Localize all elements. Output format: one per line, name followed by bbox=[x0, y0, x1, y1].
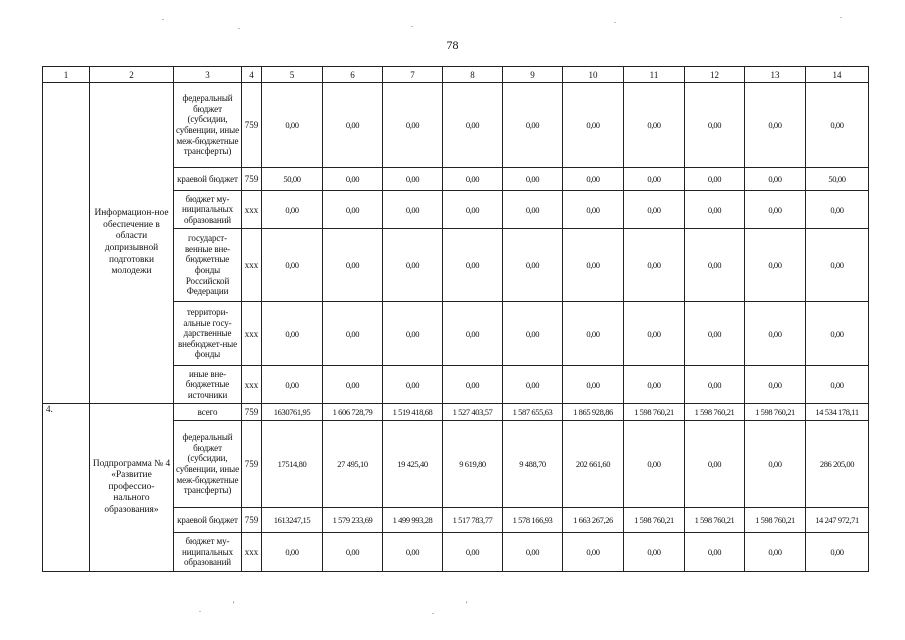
value-cell: 0,00 bbox=[685, 83, 745, 168]
value-cell: 0,00 bbox=[262, 229, 323, 302]
budget-table bbox=[42, 66, 869, 572]
funding-source: краевой бюджет bbox=[174, 508, 242, 533]
value-cell: 0,00 bbox=[745, 533, 806, 572]
value-cell: 0,00 bbox=[806, 533, 869, 572]
budget-code: ххх bbox=[242, 191, 262, 229]
scan-speck: . bbox=[432, 607, 434, 616]
value-cell: 1 578 166,93 bbox=[503, 508, 563, 533]
funding-source: федеральный бюджет (субсидии, субвенции, иные меж-бюджетные трансферты) bbox=[174, 83, 242, 168]
value-cell: 19 425,40 bbox=[383, 421, 443, 508]
program-name: Подпрограмма № 4 «Развитие профессио-нального образования» bbox=[90, 404, 174, 572]
funding-source: федеральный бюджет (субсидии, субвенции, иные меж-бюджетные трансферты) bbox=[174, 421, 242, 508]
value-cell: 0,00 bbox=[745, 229, 806, 302]
budget-code: 759 bbox=[242, 404, 262, 421]
funding-source: государст-венные вне-бюджетные фонды Российской Федерации bbox=[174, 229, 242, 302]
value-cell: 9 619,80 bbox=[443, 421, 503, 508]
value-cell: 14 247 972,71 bbox=[806, 508, 869, 533]
value-cell: 0,00 bbox=[806, 302, 869, 366]
value-cell: 1 587 655,63 bbox=[503, 404, 563, 421]
value-cell: 0,00 bbox=[383, 302, 443, 366]
value-cell: 0,00 bbox=[624, 421, 685, 508]
value-cell: 1 579 233,69 bbox=[323, 508, 383, 533]
value-cell: 1 606 728,79 bbox=[323, 404, 383, 421]
value-cell: 0,00 bbox=[685, 421, 745, 508]
scan-speck: . bbox=[411, 20, 413, 29]
value-cell: 0,00 bbox=[323, 302, 383, 366]
value-cell: 1 598 760,21 bbox=[745, 404, 806, 421]
value-cell: 0,00 bbox=[503, 366, 563, 404]
table-row bbox=[43, 83, 869, 168]
value-cell: 0,00 bbox=[443, 191, 503, 229]
funding-source: краевой бюджет bbox=[174, 168, 242, 191]
value-cell: 0,00 bbox=[806, 366, 869, 404]
value-cell: 0,00 bbox=[323, 229, 383, 302]
value-cell: 0,00 bbox=[443, 229, 503, 302]
value-cell: 0,00 bbox=[262, 83, 323, 168]
value-cell: 0,00 bbox=[323, 533, 383, 572]
header-row bbox=[43, 67, 869, 83]
column-header: 2 bbox=[90, 67, 174, 83]
value-cell: 0,00 bbox=[383, 229, 443, 302]
budget-code: 759 bbox=[242, 508, 262, 533]
value-cell: 0,00 bbox=[262, 302, 323, 366]
page-number: 78 bbox=[446, 38, 459, 52]
value-cell: 0,00 bbox=[685, 366, 745, 404]
value-cell: 0,00 bbox=[624, 168, 685, 191]
value-cell: 0,00 bbox=[806, 83, 869, 168]
value-cell: 0,00 bbox=[624, 191, 685, 229]
funding-source: всего bbox=[174, 404, 242, 421]
value-cell: 0,00 bbox=[323, 168, 383, 191]
value-cell: 0,00 bbox=[745, 168, 806, 191]
value-cell: 0,00 bbox=[563, 229, 624, 302]
value-cell: 286 205,00 bbox=[806, 421, 869, 508]
value-cell: 0,00 bbox=[563, 533, 624, 572]
scan-speck: . bbox=[840, 11, 842, 20]
value-cell: 0,00 bbox=[745, 421, 806, 508]
column-header: 12 bbox=[685, 67, 745, 83]
value-cell: 0,00 bbox=[745, 83, 806, 168]
budget-code: ххх bbox=[242, 366, 262, 404]
table-row bbox=[43, 404, 869, 421]
column-header: 5 bbox=[262, 67, 323, 83]
funding-source: бюджет му-ниципальных образований bbox=[174, 191, 242, 229]
budget-code: 759 bbox=[242, 421, 262, 508]
value-cell: 0,00 bbox=[383, 168, 443, 191]
value-cell: 1 598 760,21 bbox=[685, 508, 745, 533]
row-number: 4. bbox=[43, 404, 90, 572]
column-header: 8 bbox=[443, 67, 503, 83]
funding-source: территори-альные госу-дарственные внебюджет-ные фонды bbox=[174, 302, 242, 366]
scan-speck: . bbox=[162, 13, 164, 22]
value-cell: 0,00 bbox=[503, 533, 563, 572]
value-cell: 0,00 bbox=[262, 533, 323, 572]
value-cell: 1 517 783,77 bbox=[443, 508, 503, 533]
value-cell: 0,00 bbox=[262, 191, 323, 229]
scan-speck: . bbox=[199, 605, 201, 614]
funding-source: иные вне-бюджетные источники bbox=[174, 366, 242, 404]
value-cell: 0,00 bbox=[624, 83, 685, 168]
value-cell: 1630761,95 bbox=[262, 404, 323, 421]
value-cell: 0,00 bbox=[443, 83, 503, 168]
value-cell: 17514,80 bbox=[262, 421, 323, 508]
column-header: 1 bbox=[43, 67, 90, 83]
value-cell: 0,00 bbox=[685, 533, 745, 572]
value-cell: 0,00 bbox=[503, 191, 563, 229]
value-cell: 0,00 bbox=[624, 533, 685, 572]
value-cell: 1 499 993,28 bbox=[383, 508, 443, 533]
value-cell: 0,00 bbox=[383, 366, 443, 404]
value-cell: 0,00 bbox=[806, 229, 869, 302]
value-cell: 0,00 bbox=[624, 302, 685, 366]
value-cell: 0,00 bbox=[563, 83, 624, 168]
value-cell: 50,00 bbox=[262, 168, 323, 191]
scan-speck: . bbox=[238, 22, 240, 31]
value-cell: 0,00 bbox=[503, 168, 563, 191]
value-cell: 0,00 bbox=[383, 533, 443, 572]
column-header: 10 bbox=[563, 67, 624, 83]
value-cell: 50,00 bbox=[806, 168, 869, 191]
value-cell: 0,00 bbox=[563, 366, 624, 404]
column-header: 13 bbox=[745, 67, 806, 83]
value-cell: 0,00 bbox=[563, 168, 624, 191]
value-cell: 0,00 bbox=[745, 191, 806, 229]
value-cell: 1 598 760,21 bbox=[745, 508, 806, 533]
column-header: 9 bbox=[503, 67, 563, 83]
value-cell: 0,00 bbox=[443, 302, 503, 366]
column-header: 11 bbox=[624, 67, 685, 83]
budget-code: ххх bbox=[242, 533, 262, 572]
column-header: 7 bbox=[383, 67, 443, 83]
value-cell: 0,00 bbox=[262, 366, 323, 404]
value-cell: 0,00 bbox=[323, 366, 383, 404]
column-header: 4 bbox=[242, 67, 262, 83]
value-cell: 1 598 760,21 bbox=[624, 404, 685, 421]
value-cell: 0,00 bbox=[563, 302, 624, 366]
value-cell: 0,00 bbox=[685, 191, 745, 229]
value-cell: 27 495,10 bbox=[323, 421, 383, 508]
column-header: 3 bbox=[174, 67, 242, 83]
value-cell: 0,00 bbox=[624, 229, 685, 302]
scan-speck: ' bbox=[233, 600, 235, 609]
value-cell: 0,00 bbox=[383, 191, 443, 229]
value-cell: 0,00 bbox=[383, 83, 443, 168]
budget-code: 759 bbox=[242, 168, 262, 191]
budget-code: ххх bbox=[242, 302, 262, 366]
value-cell: 0,00 bbox=[745, 366, 806, 404]
value-cell: 1 527 403,57 bbox=[443, 404, 503, 421]
value-cell: 0,00 bbox=[323, 83, 383, 168]
value-cell: 1613247,15 bbox=[262, 508, 323, 533]
value-cell: 0,00 bbox=[443, 366, 503, 404]
value-cell: 0,00 bbox=[685, 302, 745, 366]
scan-speck: . bbox=[614, 16, 616, 25]
value-cell: 0,00 bbox=[323, 191, 383, 229]
value-cell: 0,00 bbox=[745, 302, 806, 366]
value-cell: 0,00 bbox=[563, 191, 624, 229]
value-cell: 1 598 760,21 bbox=[685, 404, 745, 421]
column-header: 14 bbox=[806, 67, 869, 83]
value-cell: 0,00 bbox=[624, 366, 685, 404]
value-cell: 0,00 bbox=[503, 302, 563, 366]
value-cell: 14 534 178,11 bbox=[806, 404, 869, 421]
program-name: Информацион-ное обеспечение в области допризывной подготовки молодежи bbox=[90, 83, 174, 404]
budget-code: ххх bbox=[242, 229, 262, 302]
value-cell: 0,00 bbox=[443, 533, 503, 572]
row-number bbox=[43, 83, 90, 404]
column-header: 6 bbox=[323, 67, 383, 83]
scan-speck: ' bbox=[466, 600, 468, 609]
value-cell: 0,00 bbox=[806, 191, 869, 229]
value-cell: 0,00 bbox=[503, 83, 563, 168]
funding-source: бюджет му-ниципальных образований bbox=[174, 533, 242, 572]
table-body bbox=[43, 67, 869, 572]
budget-code: 759 bbox=[242, 83, 262, 168]
value-cell: 1 519 418,68 bbox=[383, 404, 443, 421]
value-cell: 0,00 bbox=[503, 229, 563, 302]
value-cell: 9 488,70 bbox=[503, 421, 563, 508]
value-cell: 202 661,60 bbox=[563, 421, 624, 508]
value-cell: 0,00 bbox=[685, 229, 745, 302]
value-cell: 1 663 267,26 bbox=[563, 508, 624, 533]
value-cell: 0,00 bbox=[685, 168, 745, 191]
value-cell: 1 598 760,21 bbox=[624, 508, 685, 533]
value-cell: 1 865 928,86 bbox=[563, 404, 624, 421]
value-cell: 0,00 bbox=[443, 168, 503, 191]
